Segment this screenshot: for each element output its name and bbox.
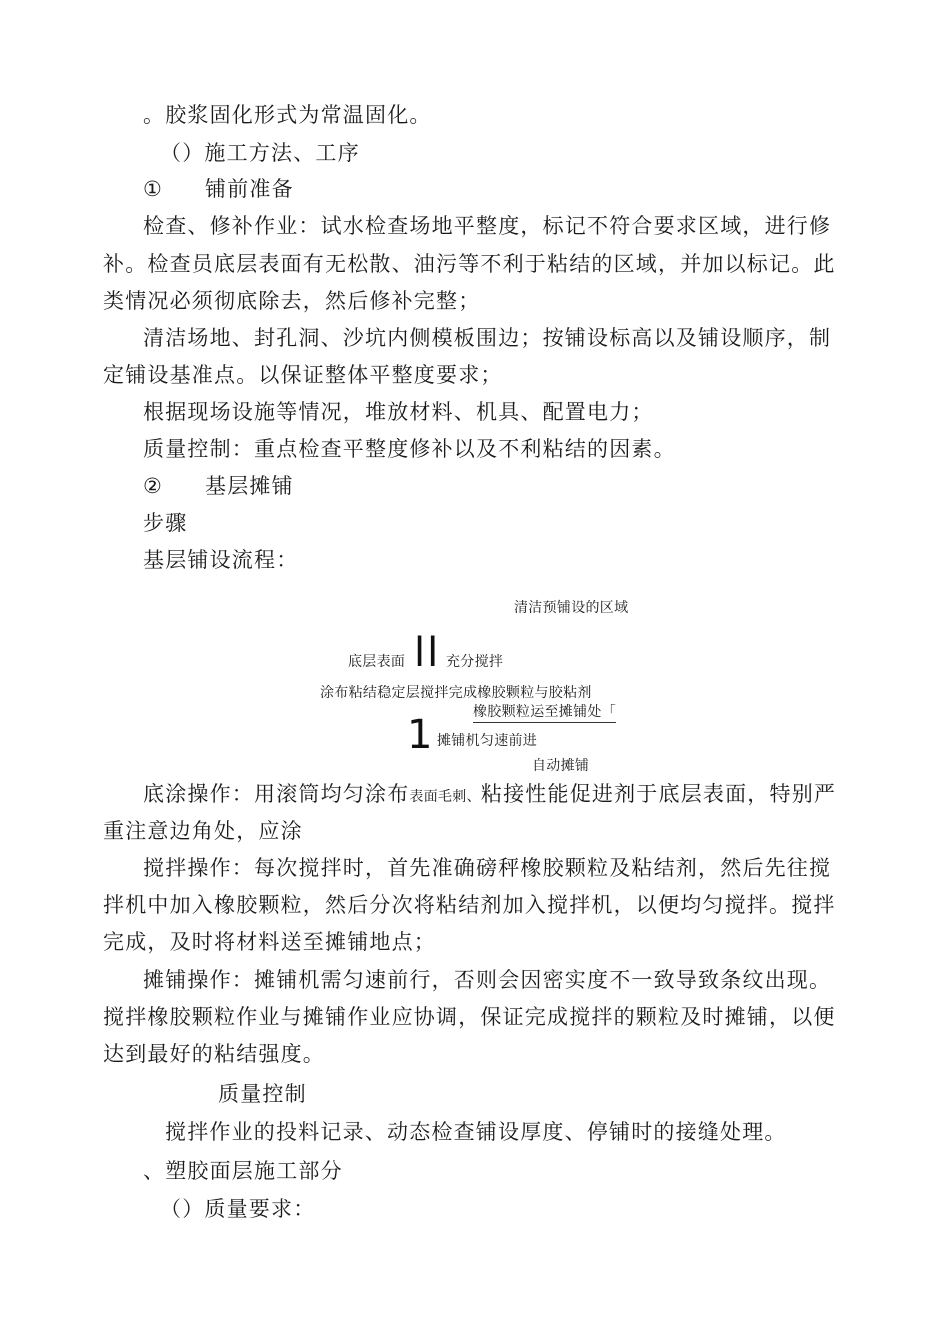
list-marker: ②	[143, 474, 164, 498]
paragraph-line: 补。检查员底层表面有无松散、油污等不利于粘结的区域，并加以标记。此	[103, 252, 836, 276]
subsection-title: 基层摊铺	[205, 474, 294, 498]
paragraph-line: 基层铺设流程：	[143, 548, 299, 572]
paragraph-line: 达到最好的粘结强度。	[103, 1042, 325, 1066]
subsection-title: 质量控制	[218, 1082, 307, 1106]
paragraph-line: 。胶浆固化形式为常温固化。	[143, 103, 432, 127]
flow-step: 自动摊铺	[532, 758, 590, 774]
paragraph-line: 清洁场地、封孔洞、沙坑内侧模板围边；按铺设标高以及铺设顺序，制	[143, 326, 832, 350]
section-heading: （）质量要求：	[160, 1197, 316, 1221]
flow-step: 摊铺机匀速前进	[437, 733, 538, 749]
paragraph-line	[143, 780, 836, 811]
paragraph-line: 搅拌操作：每次搅拌时，首先准确磅秤橡胶颗粒及粘结剂，然后先往搅	[143, 856, 832, 880]
paragraph-line: 定铺设基准点。以保证整体平整度要求；	[103, 363, 503, 387]
paragraph-line: 搅拌橡胶颗粒作业与摊铺作业应协调，保证完成搅拌的颗粒及时摊铺，以便	[103, 1005, 836, 1029]
paragraph-line: 完成，及时将材料送至摊铺地点；	[103, 930, 436, 954]
flow-step: 橡胶颗粒运至摊铺处「	[473, 703, 616, 723]
paragraph-line: 步骤	[143, 511, 188, 535]
paragraph-line: 摊铺操作：摊铺机需匀速前行，否则会因密实度不一致导致条纹出现。	[143, 968, 832, 992]
paragraph-line: 搅拌作业的投料记录、动态检查铺设厚度、停铺时的接缝处理。	[165, 1120, 787, 1144]
flow-step: 清洁预铺设的区域	[514, 600, 629, 616]
flow-step: 底层表面	[348, 654, 406, 670]
paragraph-line: 质量控制：重点检查平整度修补以及不利粘结的因素。	[143, 437, 676, 461]
flow-step: 充分搅拌	[446, 654, 504, 670]
paragraph-line: 拌机中加入橡胶颗粒，然后分次将粘结剂加入搅拌机，以便均匀搅拌。搅拌	[103, 893, 836, 917]
paragraph-line: 重注意边角处，应涂	[103, 819, 303, 843]
flow-glyph: 1	[407, 712, 433, 758]
section-heading: 、塑胶面层施工部分	[143, 1159, 343, 1183]
paragraph-line: 类情况必须彻底除去，然后修补完整；	[103, 289, 481, 313]
text-run: 粘接性能促进剂于底层表面，特别严	[480, 782, 837, 806]
flow-glyph: ll	[414, 630, 441, 676]
list-marker: ①	[143, 177, 164, 201]
text-run-small: 表面毛刺、	[409, 789, 481, 805]
subsection-heading	[143, 175, 294, 203]
paragraph-line: 根据现场设施等情况，堆放材料、机具、配置电力；	[143, 400, 654, 424]
subsection-title: 铺前准备	[205, 177, 294, 201]
text-run: 底涂操作：用滚筒均匀涂布	[143, 782, 410, 806]
section-heading: （）施工方法、工序	[160, 141, 360, 165]
flow-step: 涂布粘结稳定层搅拌完成橡胶颗粒与胶粘剂	[320, 685, 592, 701]
paragraph-line: 检查、修补作业：试水检查场地平整度，标记不符合要求区域，进行修	[143, 214, 832, 238]
subsection-heading	[143, 472, 294, 500]
